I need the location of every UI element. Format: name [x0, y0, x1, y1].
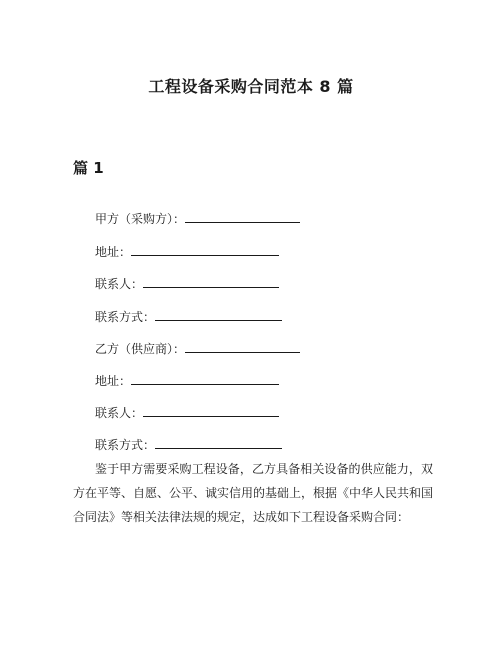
fill-blank [185, 340, 300, 353]
field-party-a [95, 210, 300, 227]
intro-paragraph: 鉴于甲方需要采购工程设备，乙方具备相关设备的供应能力，双方在平等、自愿、公平、诚实信用的基础上，根据《中华人民共和国合同法》等相关法律法规的规定，达成如下工程设备采购合同： [73, 462, 434, 524]
field-label: 联系方式： [95, 310, 156, 324]
section-heading: 篇 1 [73, 159, 104, 177]
field-label: 甲方（采购方）： [95, 212, 186, 226]
field-address-a [95, 243, 279, 260]
fill-blank [155, 436, 282, 449]
field-phone-a [95, 308, 282, 325]
field-label: 地址： [95, 374, 132, 388]
field-party-b [95, 340, 300, 357]
field-phone-b [95, 436, 282, 453]
fill-blank [143, 275, 279, 288]
fill-blank [185, 210, 300, 223]
field-label: 地址： [95, 245, 132, 259]
field-label: 联系人： [95, 277, 144, 291]
document-title: 工程设备采购合同范本 8 篇 [148, 77, 354, 96]
fill-blank [131, 243, 279, 256]
fill-blank [131, 372, 279, 385]
field-label: 乙方（供应商）： [95, 342, 186, 356]
field-label: 联系方式： [95, 438, 156, 452]
field-contact-b [95, 404, 279, 421]
field-label: 联系人： [95, 406, 144, 420]
fill-blank [155, 308, 282, 321]
fill-blank [143, 404, 279, 417]
field-contact-a [95, 275, 279, 292]
field-address-b [95, 372, 279, 389]
